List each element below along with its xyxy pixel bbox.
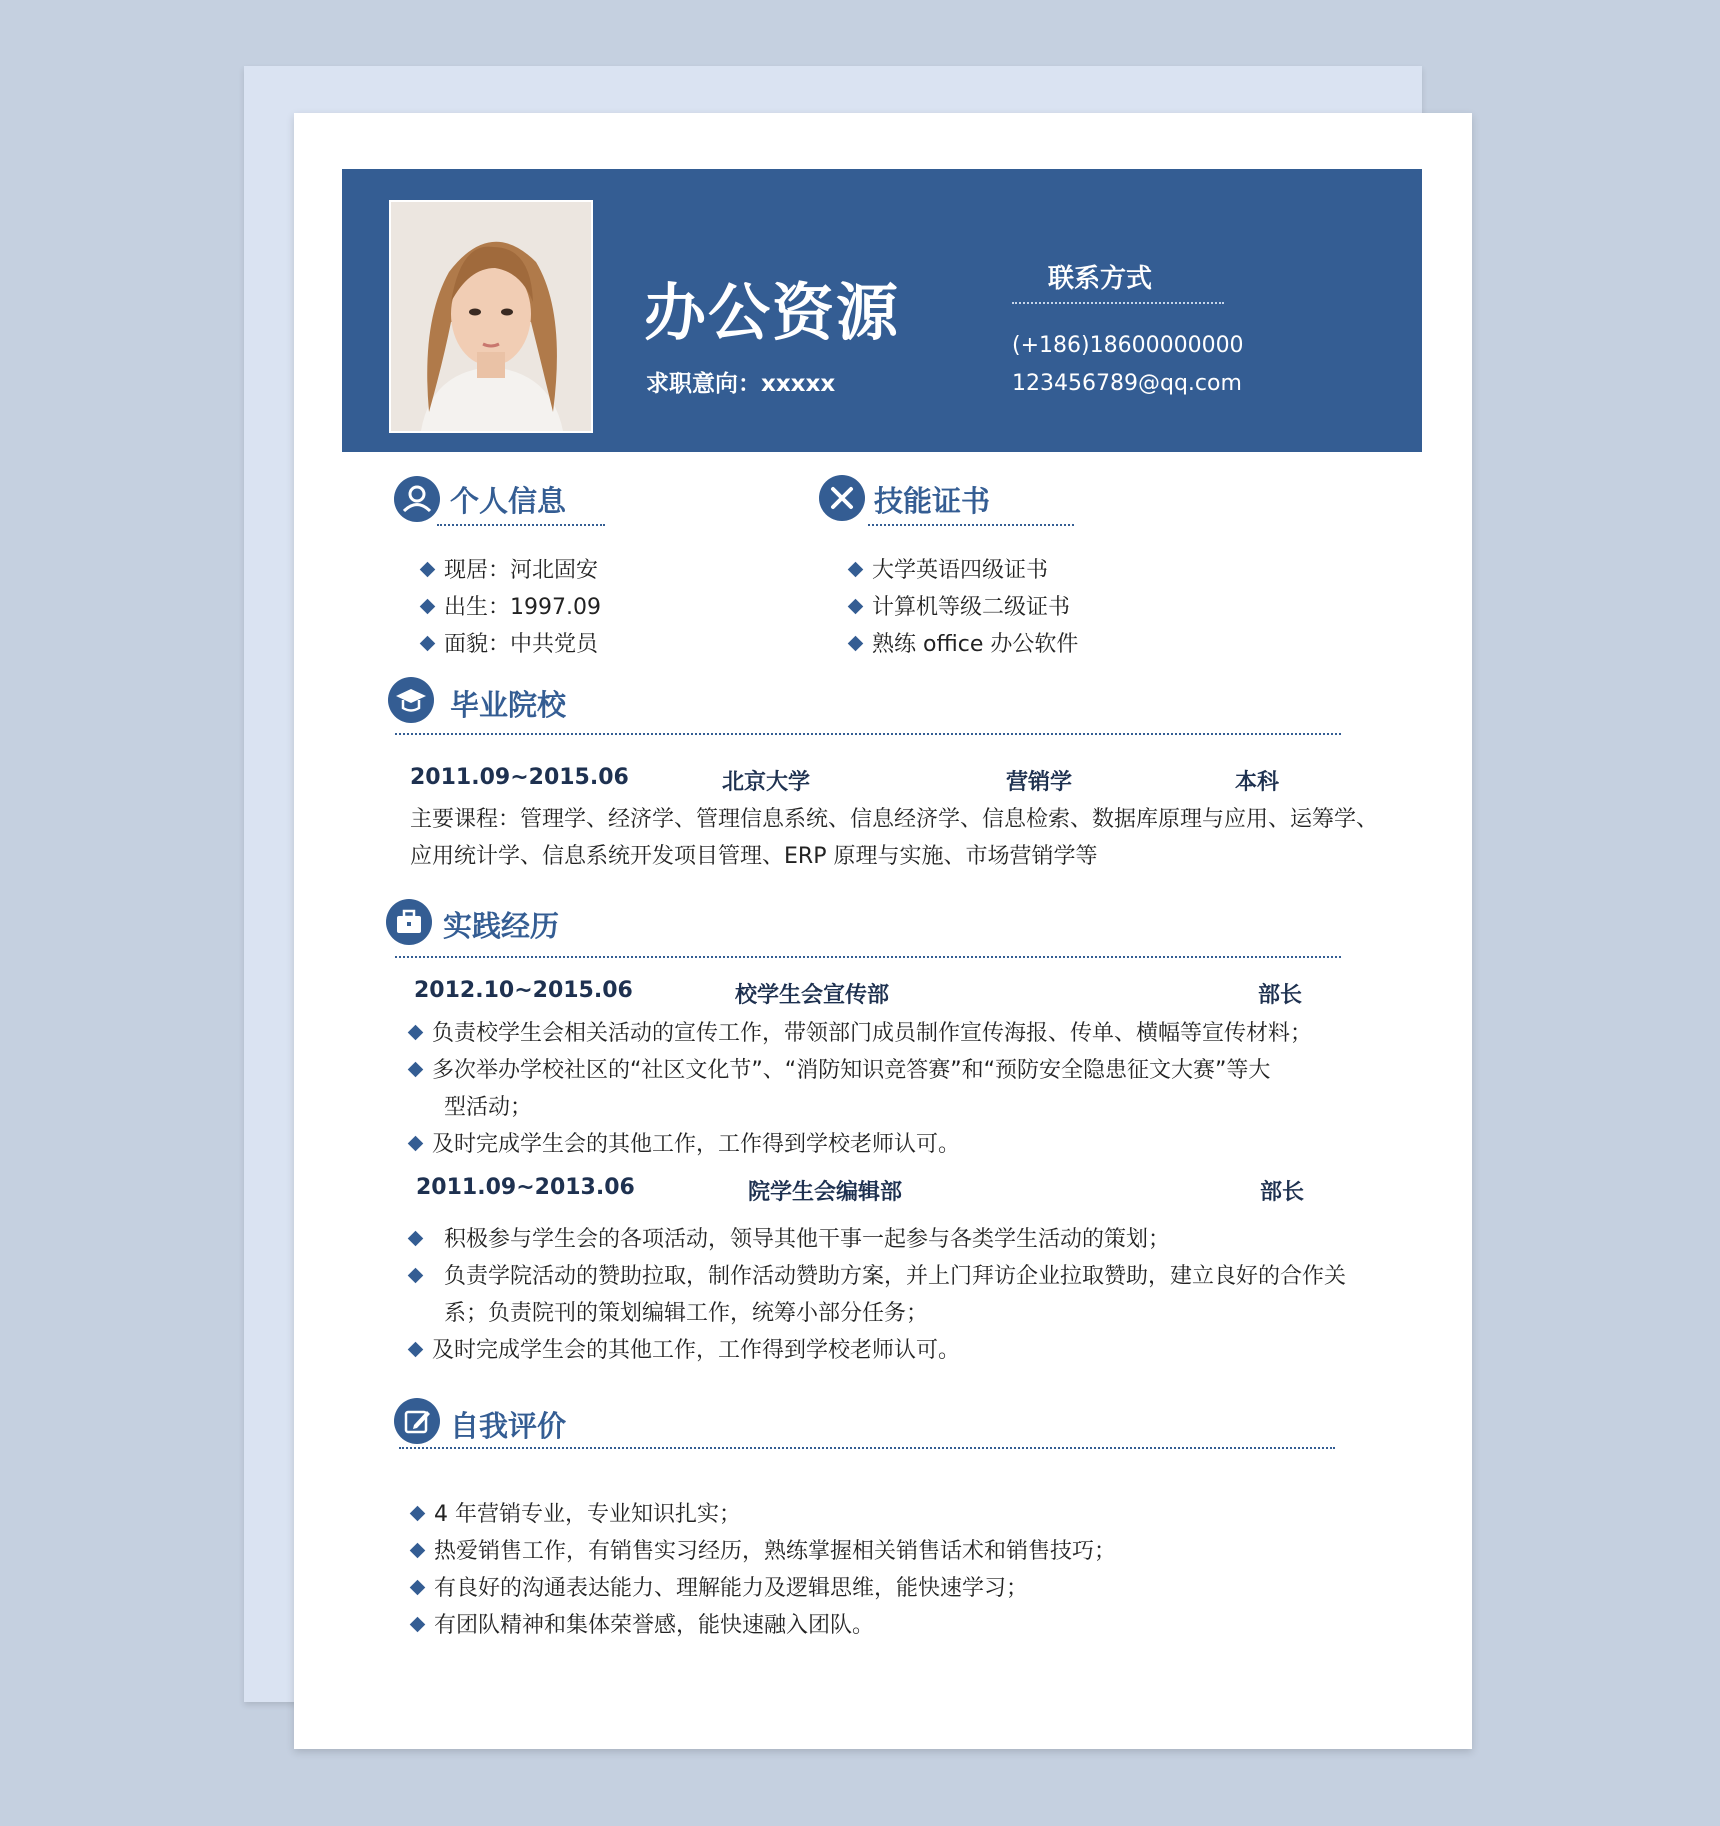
education-degree: 本科 bbox=[1235, 770, 1280, 795]
bullet-icon bbox=[408, 1268, 424, 1284]
personal-section-divider bbox=[437, 524, 605, 526]
job-duty: 及时完成学生会的其他工作，工作得到学校老师认可。 bbox=[432, 1132, 961, 1157]
personal-section-title: 个人信息 bbox=[450, 484, 567, 518]
job-duty: 及时完成学生会的其他工作，工作得到学校老师认可。 bbox=[432, 1338, 961, 1363]
job-duty: 积极参与学生会的各项活动，领导其他干事一起参与各类学生活动的策划； bbox=[444, 1227, 1171, 1252]
contact-divider bbox=[1012, 302, 1224, 304]
bullet-icon bbox=[408, 1136, 424, 1152]
job-role: 部长 bbox=[1260, 1180, 1305, 1205]
job-period: 2012.10~2015.06 bbox=[414, 978, 633, 1003]
bullet-icon bbox=[420, 636, 436, 652]
personal-item: 现居：河北固安 bbox=[444, 558, 599, 583]
resume-page bbox=[294, 113, 1472, 1749]
contact-email: 123456789@qq.com bbox=[1012, 371, 1242, 396]
skill-item: 大学英语四级证书 bbox=[872, 558, 1049, 583]
job-duty: 系；负责院刊的策划编辑工作，统筹小部分任务； bbox=[444, 1301, 929, 1326]
contact-title: 联系方式 bbox=[1048, 264, 1153, 294]
bullet-icon bbox=[420, 562, 436, 578]
bullet-icon bbox=[410, 1543, 426, 1559]
education-school: 北京大学 bbox=[722, 770, 811, 795]
bullet-icon bbox=[848, 599, 864, 615]
skill-item: 熟练 office 办公软件 bbox=[872, 632, 1079, 657]
practice-section-title: 实践经历 bbox=[443, 909, 560, 943]
personal-item: 出生：1997.09 bbox=[444, 595, 601, 620]
job-intent: 求职意向：xxxxx bbox=[646, 371, 836, 397]
education-courses: 主要课程：管理学、经济学、管理信息系统、信息经济学、信息检索、数据库原理与应用、运筹学、 bbox=[410, 807, 1379, 832]
self-eval-item: 热爱销售工作，有销售实习经历，熟练掌握相关销售话术和销售技巧； bbox=[434, 1539, 1117, 1564]
personal-item: 面貌：中共党员 bbox=[444, 632, 599, 657]
self-eval-item: 4 年营销专业，专业知识扎实； bbox=[434, 1502, 741, 1527]
education-period: 2011.09~2015.06 bbox=[410, 765, 629, 790]
briefcase-icon bbox=[386, 899, 432, 945]
job-period: 2011.09~2013.06 bbox=[416, 1175, 635, 1200]
bullet-icon bbox=[408, 1342, 424, 1358]
bullet-icon bbox=[410, 1580, 426, 1596]
contact-phone: (+186)18600000000 bbox=[1012, 333, 1244, 358]
job-role: 部长 bbox=[1258, 983, 1303, 1008]
self-eval-section-divider bbox=[399, 1447, 1335, 1449]
education-courses: 应用统计学、信息系统开发项目管理、ERP 原理与实施、市场营销学等 bbox=[410, 844, 1098, 869]
job-org: 院学生会编辑部 bbox=[748, 1180, 903, 1205]
bullet-icon bbox=[410, 1617, 426, 1633]
self-eval-item: 有良好的沟通表达能力、理解能力及逻辑思维，能快速学习； bbox=[434, 1576, 1029, 1601]
education-section-divider bbox=[395, 733, 1341, 735]
graduation-cap-icon bbox=[388, 677, 434, 723]
tools-icon bbox=[819, 475, 865, 521]
bullet-icon bbox=[408, 1025, 424, 1041]
self-eval-item: 有团队精神和集体荣誉感，能快速融入团队。 bbox=[434, 1613, 875, 1638]
skill-item: 计算机等级二级证书 bbox=[872, 595, 1071, 620]
edit-icon bbox=[394, 1398, 440, 1444]
resume-header bbox=[342, 169, 1422, 452]
portrait-illustration bbox=[391, 202, 591, 431]
self-eval-section-title: 自我评价 bbox=[450, 1409, 567, 1443]
education-major: 营销学 bbox=[1006, 770, 1073, 795]
skills-section-title: 技能证书 bbox=[874, 484, 991, 518]
bullet-icon bbox=[408, 1231, 424, 1247]
bullet-icon bbox=[410, 1506, 426, 1522]
bullet-icon bbox=[408, 1062, 424, 1078]
job-duty: 多次举办学校社区的“社区文化节”、“消防知识竞答赛”和“预防安全隐患征文大赛”等大 bbox=[432, 1058, 1271, 1083]
job-duty: 负责学院活动的赞助拉取，制作活动赞助方案，并上门拜访企业拉取赞助，建立良好的合作关 bbox=[444, 1264, 1347, 1289]
bullet-icon bbox=[848, 562, 864, 578]
job-org: 校学生会宣传部 bbox=[735, 983, 890, 1008]
bullet-icon bbox=[420, 599, 436, 615]
bullet-icon bbox=[848, 636, 864, 652]
job-duty: 负责校学生会相关活动的宣传工作，带领部门成员制作宣传海报、传单、横幅等宣传材料； bbox=[432, 1021, 1313, 1046]
profile-photo bbox=[389, 200, 593, 433]
skills-section-divider bbox=[868, 524, 1074, 526]
practice-section-divider bbox=[395, 956, 1341, 958]
job-duty: 型活动； bbox=[444, 1095, 533, 1120]
candidate-name: 办公资源 bbox=[644, 276, 901, 349]
person-icon bbox=[394, 476, 440, 522]
education-section-title: 毕业院校 bbox=[450, 688, 567, 722]
